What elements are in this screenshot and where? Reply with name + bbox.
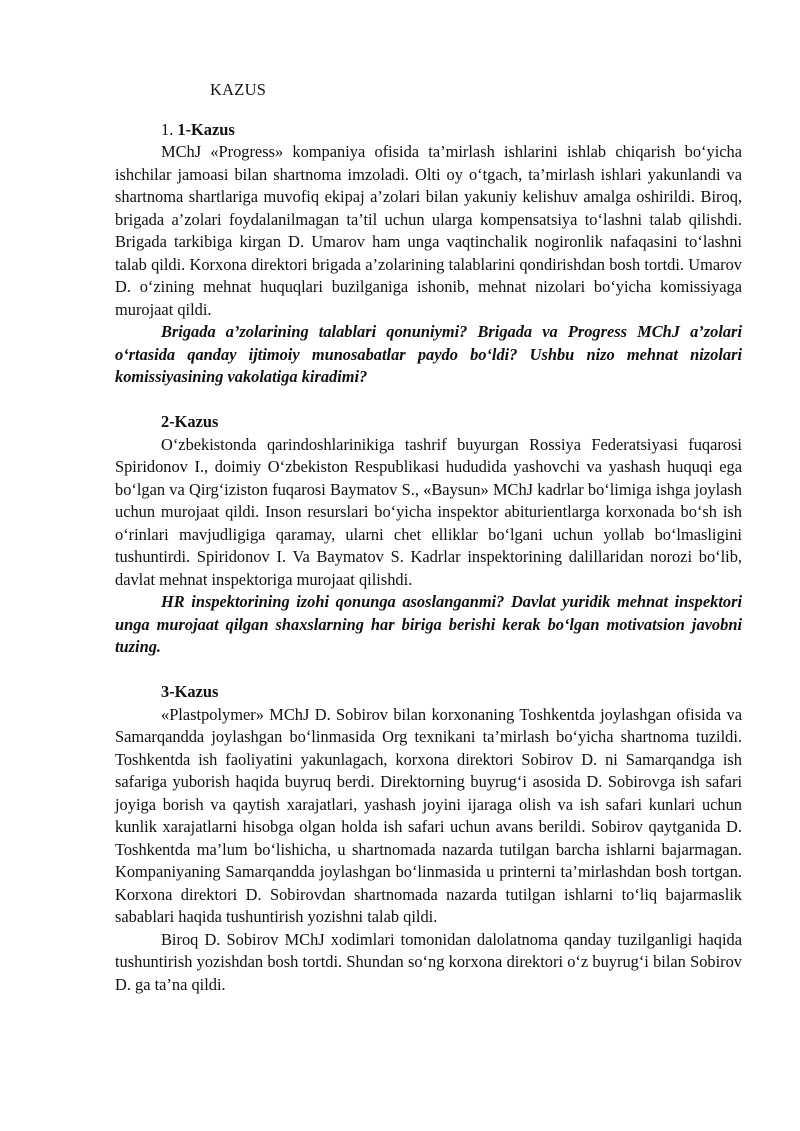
case-1-number: 1. xyxy=(161,119,174,139)
case-2-paragraph: O‘zbekistonda qarindoshlarinikiga tashrif buyurgan Rossiya Federatsiyasi fuqarosi Spiridonov I., doimiy O‘zbekiston Respublikasi hududida yashovchi va yashash huquqi ega bo‘lgan va Qirg‘iziston fuqarosi Baymatov S., «Baysun» MChJ kadrlar bo‘limiga ishga joylash uchun murojaat qildi. Inson resurslari bo‘yicha inspektor abiturientlarga korxonada bo‘sh ish o‘rinlari mavjudligiga qaramay, ularni chet elliklar bo‘lgani uchun yollab bo‘lmasligini tushuntirdi. Spiridonov I. Va Baymatov S. Kadrlar inspektorining dalillaridan norozi bo‘lib, davlat mehnat inspektoriga murojaat qilishdi. xyxy=(115,434,742,589)
spacer xyxy=(115,389,742,412)
case-3-title: 3-Kazus xyxy=(161,682,219,701)
case-3-paragraph-1: «Plastpolymer» MChJ D. Sobirov bilan korxonaning Toshkentda joylashgan ofisida va Samarqandda joylashgan bo‘linmasida Org texnikani ta’mirlash bo‘yicha shartnoma tuzildi. Toshkentda ish faoliyatini yakunlagach, korxona direktori Sobirov D. ni Samarqandga ish safariga yuborish haqida buyruq berdi. Direktorning buyrug‘i asosida D. Sobirovga ish safari joyiga borish va qaytish xarajatlari, yashash joyini ijaraga olish va ish safari kunlari uchun kunlik xarajatlarni hisobga olgan holda ish safari uchun avans berildi. Sobirov qaytganida D. Toshkentda ma’lum bo‘lishicha, u shartnomada nazarda tutilgan barcha ishlarni bajarmagan. Kompaniyaning Samarqandda joylashgan bo‘linmasida u printerni ta’mirlashdan bosh tortgan. Korxona direktori D. Sobirovdan shartnomada nazarda tutilgan ishlarni to‘liq bajarmaslik sabablari haqida tushuntirish yozishni talab qildi. xyxy=(115,704,742,926)
case-1-question: Brigada a’zolarining talablari qonuniymi? Brigada va Progress MChJ a’zolari o‘rtasida qanday ijtimoiy munosabatlar paydo bo‘ldi? Ushbu nizo mehnat nizolari komissiyasining vakolatiga kiradimi? xyxy=(115,322,742,386)
case-3-paragraph-2: Biroq D. Sobirov MChJ xodimlari tomonidan dalolatnoma qanday tuzilganligi haqida tushuntirish yozishdan bosh tortdi. Shundan so‘ng korxona direktori o‘z buyrug‘i bilan Sobirov D. ga ta’na qildi. xyxy=(115,929,742,994)
document-page xyxy=(115,79,742,996)
case-2-question: HR inspektorining izohi qonunga asoslanganmi? Davlat yuridik mehnat inspektori unga murojaat qilgan shaxslarning har biriga berishi kerak bo‘lgan motivatsion javobni tuzing. xyxy=(115,592,742,656)
case-1-title-text: 1-Kazus xyxy=(177,119,235,139)
case-1-title xyxy=(115,119,742,142)
case-1-paragraph: MChJ «Progress» kompaniya ofisida ta’mirlash ishlarini ishlab chiqarish bo‘yicha ishchilar jamoasi bilan shartnoma imzoladi. Olti oy o‘tgach, ta’mirlash ishlari yakunlandi va shartnoma shartlariga muvofiq ekipaj a’zolari bilan yakuniy kelishuv amalga oshirildi. Biroq, brigada a’zolari foydalanilmagan ta’til uchun ularga kompensatsiya to‘lashni talab qilishdi. Brigada tarkibiga kirgan D. Umarov ham unga vaqtinchalik nogironlik nafaqasini to‘lashni talab qildi. Korxona direktori brigada a’zolarining talablarini qondirishdan bosh tortdi. Umarov D. o‘zining mehnat huquqlari buzilganiga ishonib, mehnat nizolari bo‘yicha komissiyaga murojaat qildi. xyxy=(115,142,742,319)
case-2-title: 2-Kazus xyxy=(161,412,219,431)
document-heading: KAZUS xyxy=(210,80,267,99)
spacer xyxy=(115,659,742,682)
